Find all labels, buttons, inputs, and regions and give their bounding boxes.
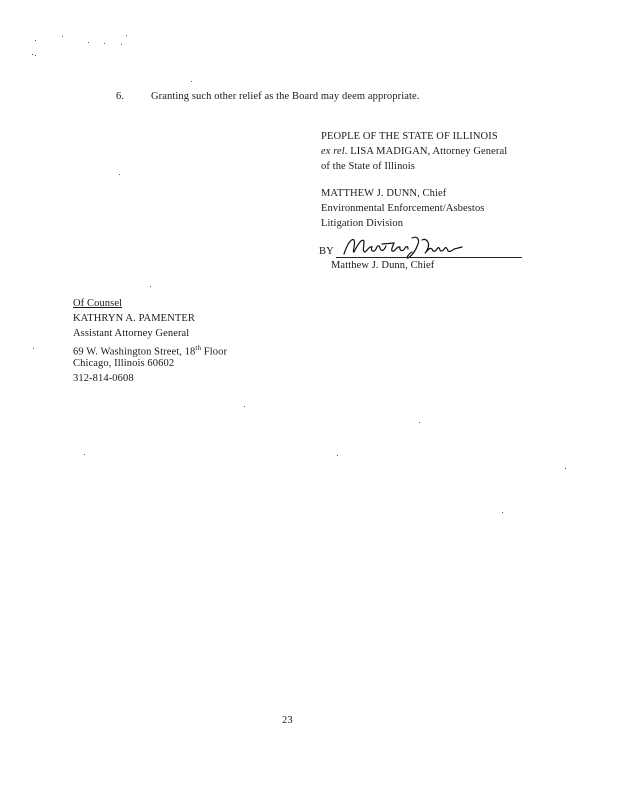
chief-line-2: Environmental Enforcement/Asbestos	[321, 203, 485, 214]
street-main: 69 W. Washington Street, 18	[73, 346, 196, 358]
signer-name: Matthew J. Dunn, Chief	[331, 260, 435, 271]
ex-rel-label: ex rel.	[321, 146, 348, 157]
plaintiff-line-2	[321, 144, 507, 159]
scan-speck	[502, 512, 503, 513]
scan-speck	[88, 42, 89, 43]
scan-speck	[191, 81, 192, 82]
scan-speck	[244, 406, 245, 407]
scan-speck	[121, 44, 122, 45]
scan-speck	[150, 286, 151, 287]
page-number: 23	[282, 715, 293, 726]
scan-speck	[126, 35, 127, 36]
relief-text: Granting such other relief as the Board may deem appropriate.	[151, 91, 420, 102]
chief-line-3: Litigation Division	[321, 218, 404, 229]
by-label: BY	[319, 246, 334, 257]
scan-speck	[35, 40, 36, 41]
scan-speck	[337, 455, 338, 456]
scan-speck	[62, 36, 63, 37]
scan-speck	[565, 468, 566, 469]
relief-number: 6.	[116, 91, 125, 102]
scan-speck	[84, 454, 85, 455]
counsel-title: Assistant Attorney General	[73, 328, 190, 339]
counsel-name: KATHRYN A. PAMENTER	[73, 313, 195, 324]
street-floor: Floor	[201, 346, 228, 358]
scan-speck	[104, 43, 105, 44]
scan-speck	[119, 174, 120, 175]
of-counsel-heading: Of Counsel	[73, 298, 123, 309]
attorney-general-name: LISA MADIGAN, Attorney General	[347, 146, 508, 157]
scan-speck	[32, 54, 33, 55]
counsel-phone: 312-814-0608	[73, 373, 134, 384]
scan-speck	[33, 348, 34, 349]
plaintiff-line-1: PEOPLE OF THE STATE OF ILLINOIS	[321, 131, 498, 142]
scan-speck	[419, 422, 420, 423]
scan-speck	[35, 55, 36, 56]
counsel-city: Chicago, Illinois 60602	[73, 358, 175, 369]
street-ordinal: th	[195, 344, 202, 352]
chief-line-1: MATTHEW J. DUNN, Chief	[321, 188, 447, 199]
plaintiff-line-3: of the State of Illinois	[321, 161, 415, 172]
